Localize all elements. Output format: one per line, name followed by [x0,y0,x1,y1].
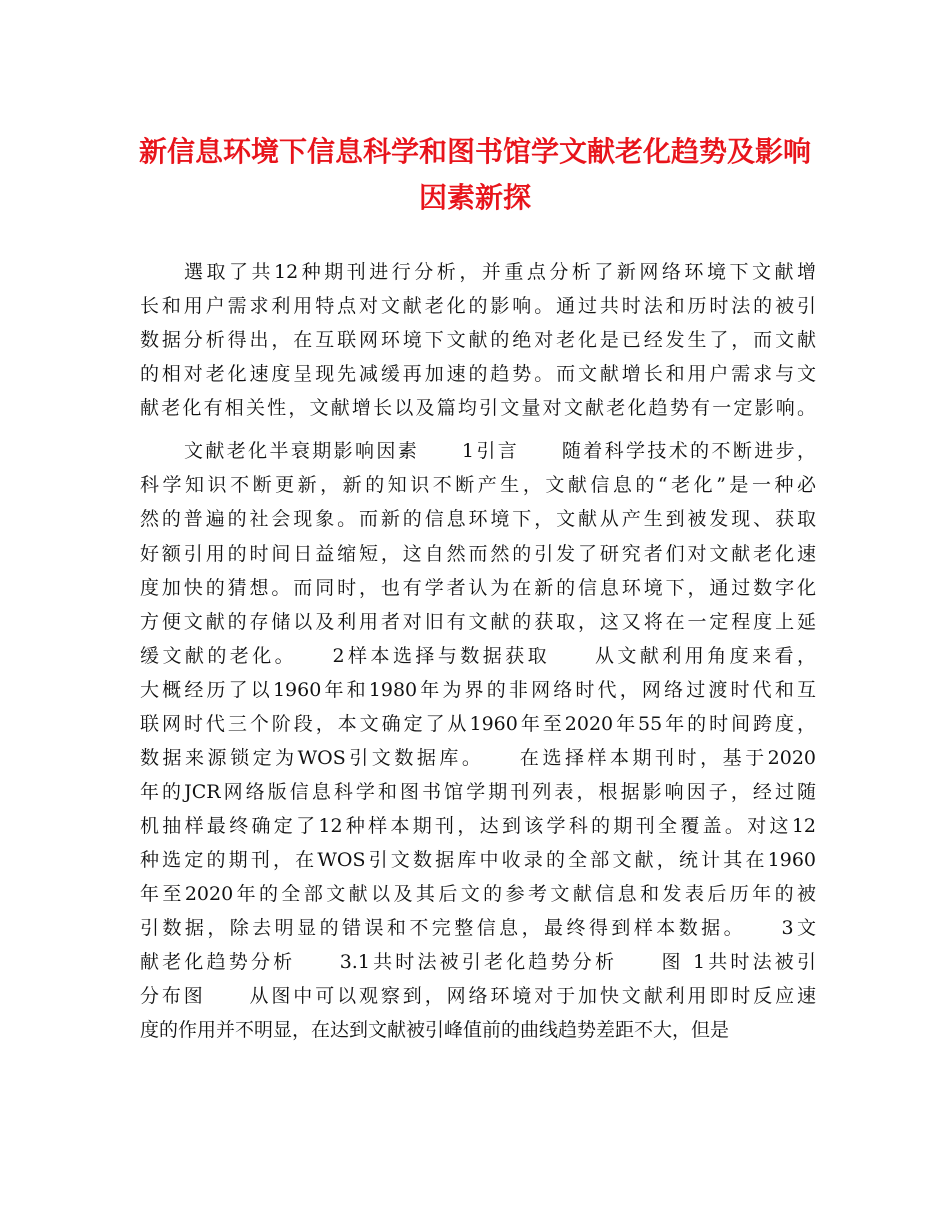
body-text-line: 選取了共12种期刊进行分析，并重点分析了新网络环境下文献增 [184,261,816,283]
body-text-line: 科学知识不断更新，新的知识不断产生，文献信息的“老化”是一种必 [140,474,816,496]
body-text-line: 献老化有相关性，文献增长以及篇均引文量对文献老化趋势有一定影响。 [140,397,816,419]
body-text-line: 长和用户需求利用特点对文献老化的影响。通过共时法和历时法的被引 [140,295,816,317]
body-text-line: 种选定的期刊，在WOS引文数据库中收录的全部文献，统计其在1960 [140,849,816,871]
body-text-line: 缓文献的老化。 2样本选择与数据获取 从文献利用角度来看， [140,645,816,667]
body-text-line: 数据分析得出，在互联网环境下文献的绝对老化是已经发生了，而文献 [140,329,816,351]
body-text-line: 机抽样最终确定了12种样本期刊，达到该学科的期刊全覆盖。对这12 [140,815,816,837]
body-text-line: 方便文献的存储以及利用者对旧有文献的获取，这又将在一定程度上延 [140,611,816,633]
body-text-line: 好额引用的时间日益缩短，这自然而然的引发了研究者们对文献老化速 [140,543,816,565]
body-text-line: 大概经历了以1960年和1980年为界的非网络时代，网络过渡时代和互 [140,679,816,701]
body-text-line: 度的作用并不明显，在达到文献被引峰值前的曲线趋势差距不大，但是 [140,1019,730,1041]
body-text-line: 的相对老化速度呈现先减缓再加速的趋势。而文献增长和用户需求与文 [140,363,816,385]
body-text-line: 联网时代三个阶段，本文确定了从1960年至2020年55年的时间跨度， [140,713,816,735]
body-text-line: 然的普遍的社会现象。而新的信息环境下，文献从产生到被发现、获取 [140,508,816,530]
body-text-line: 年的JCR网络版信息科学和图书馆学期刊列表，根据影响因子，经过随 [140,781,816,803]
document-title-line-1: 新信息环境下信息科学和图书馆学文献老化趋势及影响 [138,135,811,168]
body-text-line: 文献老化半衰期影响因素 1引言 随着科学技术的不断进步， [184,440,816,462]
body-text-line: 年至2020年的全部文献以及其后文的参考文献信息和发表后历年的被 [140,883,816,905]
document-title-line-2: 因素新探 [418,181,531,214]
body-text-line: 数据来源锁定为WOS引文数据库。 在选择样本期刊时，基于2020 [140,747,816,769]
body-text-line: 引数据，除去明显的错误和不完整信息，最终得到样本数据。 3文 [140,917,816,939]
body-text-line: 分布图 从图中可以观察到，网络环境对于加快文献利用即时反应速 [140,985,816,1007]
body-text-line: 献老化趋势分析 3.1共时法被引老化趋势分析 图 1共时法被引 [140,951,816,973]
body-text-line: 度加快的猜想。而同时，也有学者认为在新的信息环境下，通过数字化 [140,577,816,599]
